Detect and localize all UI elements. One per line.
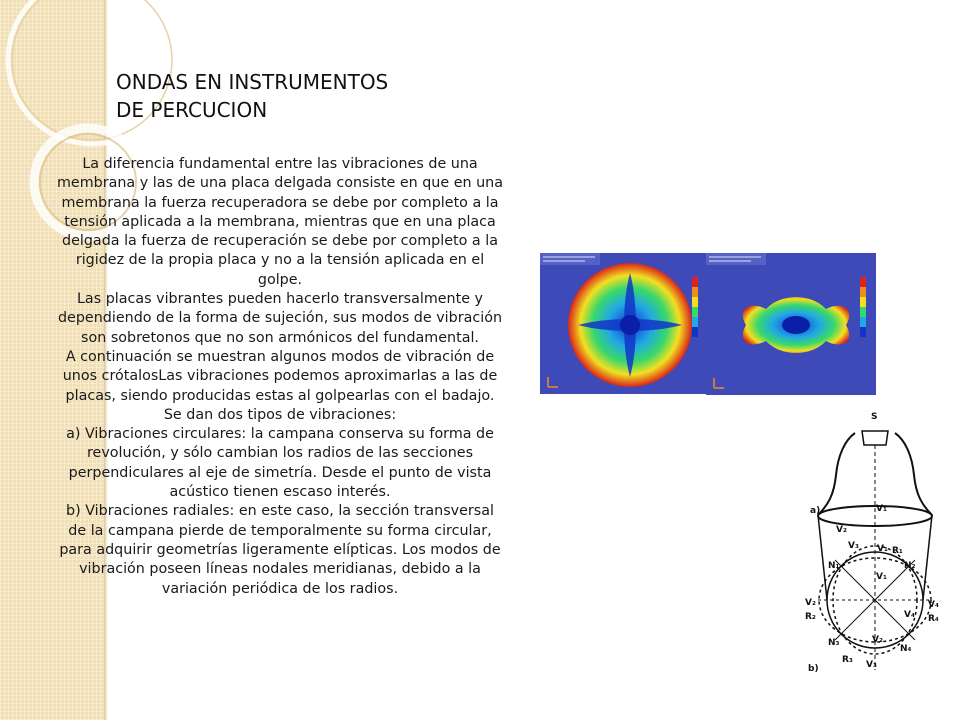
bell-labels [805, 412, 939, 674]
label-v3-upper: V₃ [848, 541, 859, 551]
label-a: a) [810, 506, 821, 516]
label-v2-upper: V₂ [836, 525, 847, 535]
label-n1: N₁ [828, 561, 840, 571]
body-text [56, 155, 504, 599]
plate-mode-simulation-2 [706, 253, 876, 395]
paragraph-vibrating-plates: Las placas vibrantes pueden hacerlo transversalmente y dependiendo de la forma de sujeción, sus modos de vibración son sobretonos que no son armónicos del fundamental. [57, 291, 503, 346]
label-r1: R₁ [892, 546, 903, 556]
paragraph-circular-vibrations: a) Vibraciones circulares: la campana conserva su forma de revolución, y sólo cambian los radios de las secciones perpendiculares al eje de simetría. Desde el punto de vista acústico tienen escaso interés. [66, 426, 494, 501]
title-line-2: DE PERCUCION [116, 98, 268, 122]
paragraph-crotales: A continuación se muestran algunos modos de vibración de unos crótalosLas vibraciones podemos aproximarlas a las de placas, siendo producidas estas al golpearlas con el badajo. Se dan dos tipos de vibraciones: [62, 348, 498, 423]
sim-1-color-legend [692, 277, 698, 337]
label-v2-left: V₂ [805, 598, 816, 608]
label-v2-bottom: V₂ [872, 635, 883, 645]
label-v1-lower: V₁ [877, 544, 888, 554]
bell-vibration-diagram [800, 405, 950, 687]
label-r2: R₂ [805, 612, 816, 622]
title-line-1: ONDAS EN INSTRUMENTOS [116, 70, 389, 94]
label-r3: R₃ [842, 655, 853, 665]
paragraph-radial-vibrations: b) Vibraciones radiales: en este caso, la sección transversal de la campana pierde de temporalmente su forma circular, para adquirir geometrías ligeramente elípticas. Los modos de vibración poseen líneas nodales meridianas, debido a la variación periódica de los radios. [59, 503, 501, 597]
bell-lower-circles [818, 515, 932, 654]
label-v1-upper: V₁ [876, 504, 887, 514]
plate-mode-simulation-1 [540, 253, 708, 394]
sim-1-header [540, 253, 600, 265]
label-r4: R₄ [928, 614, 939, 624]
sim-2-header [706, 253, 766, 265]
label-n4: N₄ [900, 644, 912, 654]
label-v4b: V₄ [904, 610, 915, 620]
label-v3-bottom: V₃ [866, 660, 877, 670]
label-v1-mid: V₁ [876, 572, 887, 582]
label-n2: N₂ [904, 561, 916, 571]
label-v4: V₄ [928, 600, 939, 610]
plate-center-mount [620, 315, 640, 335]
slide-title [116, 68, 476, 124]
label-n3: N₃ [828, 638, 840, 648]
paragraph-membrane-vs-plate: La diferencia fundamental entre las vibraciones de una membrana y las de una placa delgada consiste en que en una membrana la fuerza recuperadora se debe por completo a la tensión aplicada a la membrana, mientras que en una placa delgada la fuerza de recuperación se debe por completo a la rigidez de la propia placa y no a la tensión aplicada en el golpe. [57, 156, 503, 288]
label-b: b) [808, 664, 819, 674]
deformed-plate-center [782, 316, 810, 334]
label-s: S [871, 412, 878, 422]
sim-2-color-legend [860, 277, 866, 337]
